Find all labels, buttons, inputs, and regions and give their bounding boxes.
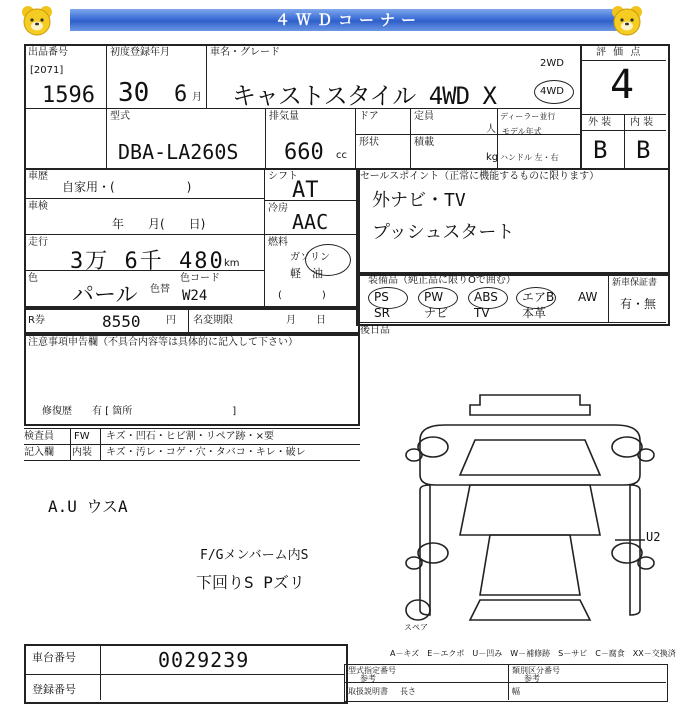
four-wd-option: 4WD [540, 86, 564, 97]
first-registration-label: 初度登録年月 [110, 47, 170, 58]
class-number-sub: 参考 [524, 674, 540, 683]
type-cert-sub: 参考 [360, 674, 376, 683]
registration-month: 6 [174, 82, 188, 107]
inspector-label-1: 検査員 [24, 431, 54, 442]
mileage-value: 3万 6千 480 [70, 249, 225, 274]
car-name-label: 車名・グレード [210, 47, 280, 58]
bear-logo-icon-right [610, 4, 644, 36]
load-unit: kg [486, 152, 499, 163]
equipment-item: ナビ [424, 306, 449, 320]
banner-title: ４ＷＤコーナー [70, 9, 627, 31]
equipment-item: ABS [474, 290, 498, 304]
bear-logo-icon-left [20, 4, 54, 36]
interior-label: 内 装 [630, 117, 654, 128]
later-items-label: 後日品 [360, 325, 390, 336]
equipment-item: 本革 [522, 306, 547, 320]
notes-label: 注意事項申告欄（不具合内容等は具体的に記入して下さい） [28, 337, 298, 348]
transfer-deadline-value: 月 日 [286, 315, 326, 326]
note-line-2: F/Gメンバーム内S [200, 548, 309, 563]
damage-legend: A－キズ E－エクボ U－凹み W－補修跡 S－サビ C－腐食 XX－交換済 [390, 649, 676, 658]
lot-sub-number: [2071] [30, 65, 64, 76]
recycle-unit: 円 [166, 315, 176, 326]
history-value: 自家用・( ) [62, 180, 192, 194]
interior-items: キズ・汚レ・コゲ・穴・タバコ・キレ・破レ [106, 447, 306, 458]
inspection-label: 車検 [28, 201, 48, 212]
fuel-gasoline: ガソリン [290, 252, 330, 263]
inspector-label-2: 記入欄 [24, 447, 54, 458]
note-line-1: A.U ウスA [48, 497, 128, 516]
width-label: 幅 [512, 687, 520, 696]
four-wd-circle-mark [534, 80, 574, 104]
equipment-item: PW [424, 290, 444, 304]
color-change-label: 色替 [150, 284, 170, 295]
score-value: 4 [610, 62, 635, 108]
chassis-number-label: 車台番号 [32, 651, 76, 664]
registration-month-unit: 月 [192, 92, 202, 103]
displacement-label: 排気量 [269, 111, 299, 122]
two-wd-option: 2WD [540, 58, 564, 69]
fw-label: FW [74, 431, 90, 442]
equipment-item: SR [374, 306, 390, 320]
car-damage-diagram [400, 385, 660, 635]
note-line-3: 下回りS Pズリ [196, 573, 305, 592]
score-label: 評 価 点 [596, 47, 643, 58]
capacity-unit: 人 [486, 124, 496, 135]
chassis-number-value: 0029239 [158, 648, 250, 672]
handle-label: ハンドル 左・右 [500, 153, 559, 162]
fuel-label: 燃料 [268, 237, 288, 248]
model-year-label: モデル年式 [502, 127, 542, 136]
class-number-label: 類別区分番号 [512, 666, 560, 675]
color-code-value: W24 [182, 288, 208, 304]
warranty-label: 新車保証書 [612, 278, 658, 288]
warranty-value: 有・無 [620, 297, 657, 311]
exterior-grade: B [593, 136, 608, 164]
sales-point-line1: 外ナビ・TV [372, 190, 466, 211]
sales-point-line2: プッシュスタート [372, 222, 515, 243]
fw-items: キズ・凹石・ヒビ割・リペア跡・×要 [106, 431, 274, 442]
mileage-unit: km [224, 258, 240, 269]
displacement-value: 660 [284, 140, 324, 165]
length-label: 長さ [400, 687, 416, 696]
model-label: 型式 [110, 111, 130, 122]
transfer-deadline-label: 名変期限 [193, 315, 233, 326]
color-value: パール [72, 283, 138, 308]
model-value: DBA-LA260S [118, 140, 239, 164]
type-cert-label: 型式指定番号 [348, 666, 396, 675]
capacity-label: 定員 [414, 111, 434, 122]
repair-history-label: 修復歴 有 [ 箇所 ] [42, 406, 237, 417]
diagram-mark-u2: U2 [646, 530, 661, 544]
registration-year: 30 [118, 78, 150, 108]
shift-value: AT [292, 178, 319, 203]
load-label: 積載 [414, 137, 434, 148]
dealer-label: ディーラー並行 [500, 112, 556, 121]
color-label: 色 [28, 273, 38, 284]
equipment-item: エアB [522, 290, 555, 304]
ac-value: AAC [292, 210, 329, 234]
mileage-label: 走行 [28, 237, 48, 248]
recycle-label: R券 [28, 315, 45, 326]
registration-number-label: 登録番号 [32, 683, 76, 696]
interior-row-label: 内装 [72, 447, 92, 458]
manual-label: 取扱説明書 [348, 687, 388, 696]
inspection-value: 年 月( 日) [112, 217, 206, 231]
recycle-value: 8550 [102, 312, 141, 331]
shape-label: 形状 [359, 137, 379, 148]
displacement-unit: cc [336, 150, 347, 161]
exterior-label: 外 装 [588, 117, 612, 128]
equipment-item: AW [578, 290, 598, 304]
spare-label: スペア [404, 623, 428, 632]
history-label: 車歴 [28, 171, 48, 182]
lot-number-label: 出品番号 [28, 47, 68, 58]
door-label: ドア [359, 111, 379, 122]
fuel-diesel: 軽 油 [290, 267, 323, 280]
equipment-item: TV [474, 306, 490, 320]
fuel-paren: ( ) [278, 290, 326, 301]
equipment-label: 装備品（純正品に限りOで囲む） [368, 275, 516, 286]
ac-label: 冷房 [268, 203, 288, 214]
lot-number-value: 1596 [42, 83, 95, 108]
car-name-value: キャストスタイル 4WD X [232, 82, 496, 110]
color-code-label: 色コード [180, 273, 220, 284]
shift-label: シフト [268, 171, 298, 182]
sales-point-label: セールスポイント（正常に機能するものに限ります） [360, 171, 600, 182]
equipment-item: PS [374, 290, 389, 304]
interior-grade: B [636, 136, 651, 164]
